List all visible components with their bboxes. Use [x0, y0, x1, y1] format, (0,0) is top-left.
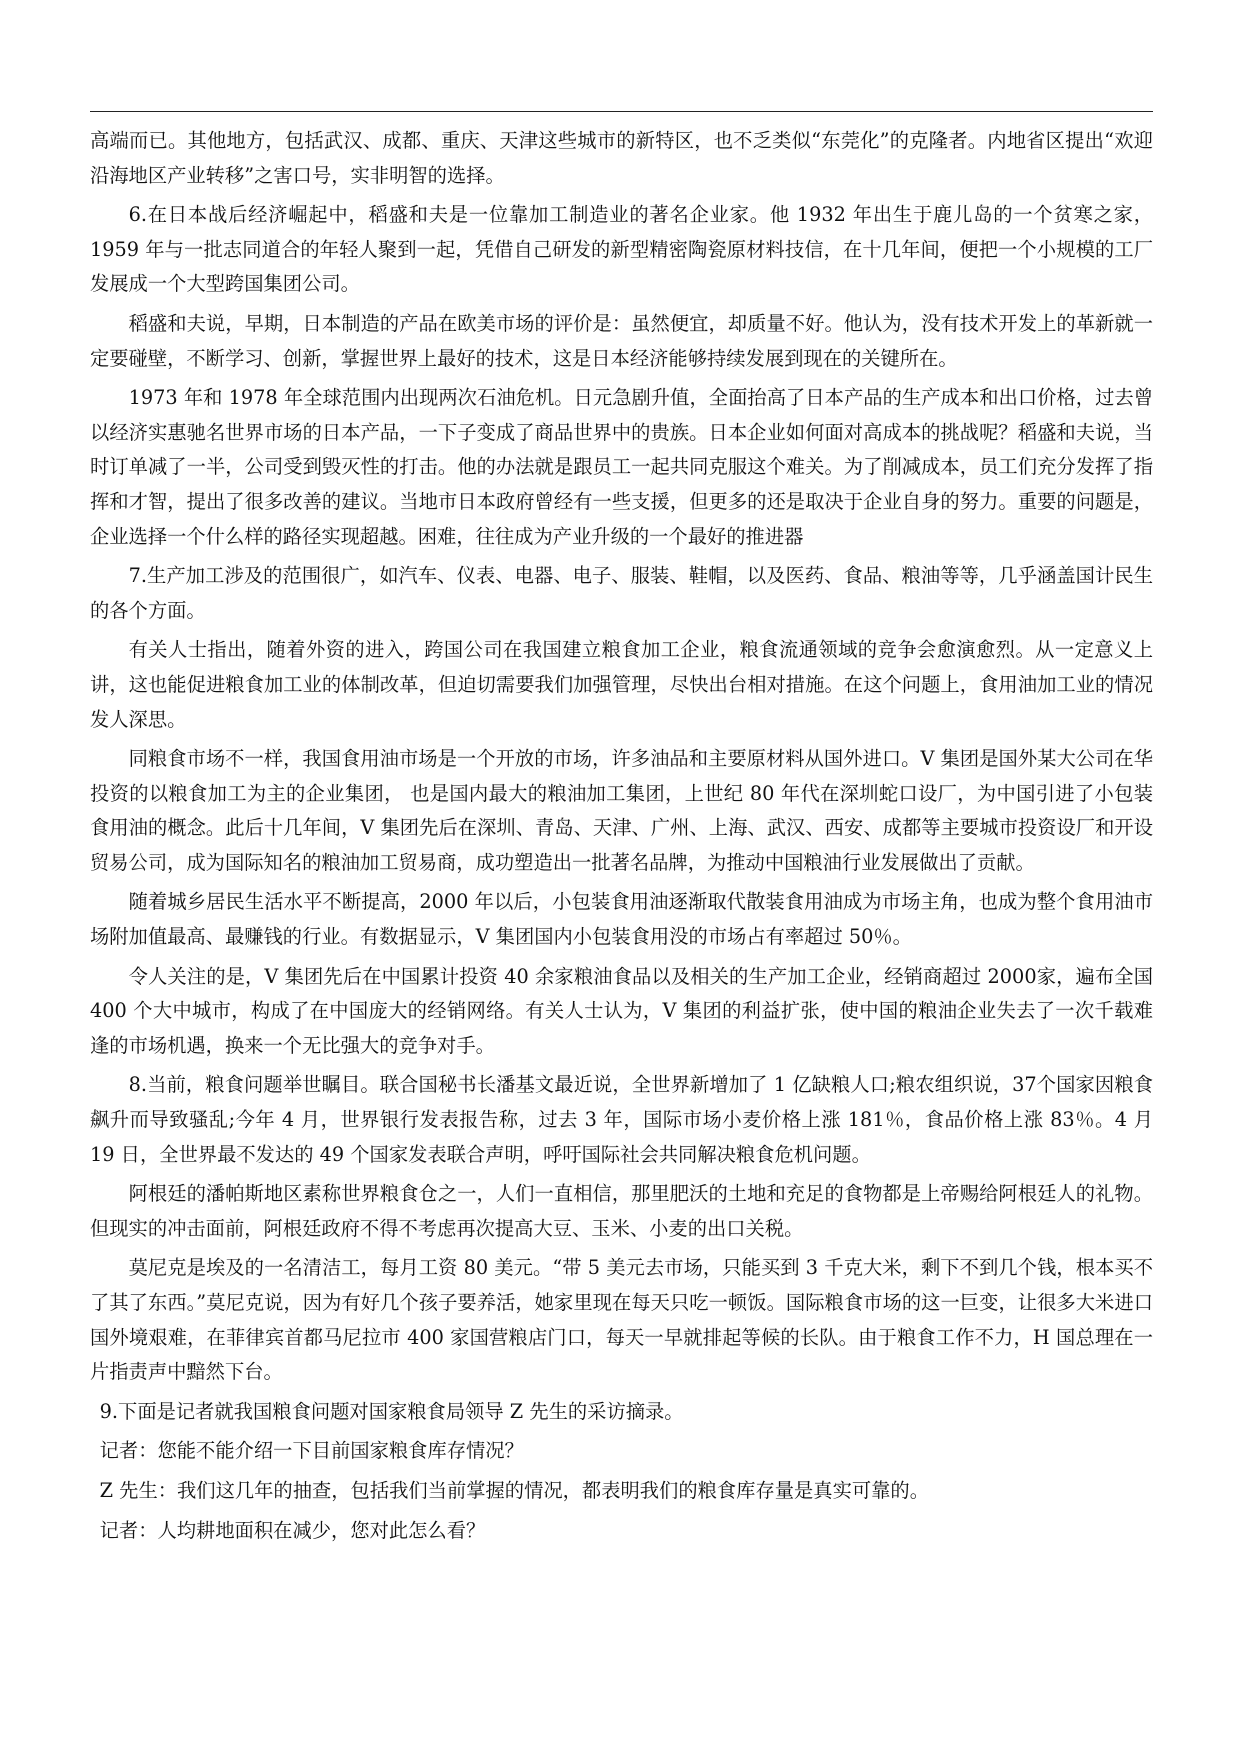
- document-body: [90, 124, 1153, 1553]
- paragraph-item-6-c: 1973 年和 1978 年全球范围内出现两次石油危机。日元急剧升值，全面抬高了日本产品的生产成本和出口价格，过去曾以经济实惠驰名世界市场的日本产品，一下子变成了商品世界中的贵族。日本企业如何面对高成本的挑战呢？稻盛和夫说，当时订单减了一半，公司受到毁灭性的打击。他的办法就是跟员工一起共同克服这个难关。为了削减成本，员工们充分发挥了指挥和才智，提出了很多改善的建议。当地市日本政府曾经有一些支援，但更多的还是取决于企业自身的努力。重要的问题是，企业选择一个什么样的路径实现超越。困难，往往成为产业升级的一个最好的推进器: [90, 386, 1153, 548]
- paragraph-item-8-b: 阿根廷的潘帕斯地区素称世界粮食仓之一，人们一直相信，那里肥沃的土地和充足的食物都是上帝赐给阿根廷人的礼物。但现实的冲击面前，阿根廷政府不得不考虑再次提高大豆、玉米、小麦的出口关税。: [90, 1182, 1153, 1240]
- paragraph-item-7-b: 有关人士指出，随着外资的进入，跨国公司在我国建立粮食加工企业，粮食流通领域的竞争会愈演愈烈。从一定意义上讲，这也能促进粮食加工业的体制改革，但迫切需要我们加强管理，尽快出台相对措施。在这个问题上，食用油加工业的情况发人深思。: [90, 638, 1153, 731]
- header-rule: [90, 111, 1153, 112]
- paragraph-item-8-c: 莫尼克是埃及的一名清洁工，每月工资 80 美元。“带 5 美元去市场，只能买到 3 千克大米，剩下不到几个钱，根本买不了其了东西。”莫尼克说，因为有好几个孩子要养活，她家里现在每天只吃一顿饭。国际粮食市场的这一巨变，让很多大米进口国外境艰难，在菲律宾首都马尼拉市 400 家国营粮店门口，每天一早就排起等候的长队。由于粮食工作不力，H 国总理在一片指责声中黯然下台。: [90, 1256, 1153, 1384]
- paragraph-item-7-e: 令人关注的是，V 集团先后在中国累计投资 40 余家粮油食品以及相关的生产加工企业，经销商超过 2000家，遍布全国 400 个大中城市，构成了在中国庞大的经销网络。有关人士认为，V 集团的利益扩张，使中国的粮油企业失去了一次千载难逢的市场机遇，换来一个无比强大的竞争对手。: [90, 964, 1153, 1057]
- paragraph-item-6: 6.在日本战后经济崛起中，稻盛和夫是一位靠加工制造业的著名企业家。他 1932 年出生于鹿儿岛的一个贫寒之家，1959 年与一批志同道合的年轻人聚到一起，凭借自己研发的新型精密陶瓷原材料技信，在十几年间，便把一个小规模的工厂发展成一个大型跨国集团公司。: [90, 203, 1153, 296]
- interview-question-1: 记者：您能不能介绍一下目前国家粮食库存情况？: [99, 1439, 524, 1463]
- paragraph-item-7: 7.生产加工涉及的范围很广，如汽车、仪表、电器、电子、服装、鞋帽，以及医药、食品、粮油等等，几乎涵盖国计民生的各个方面。: [90, 564, 1153, 622]
- paragraph-item-9: 9.下面是记者就我国粮食问题对国家粮食局领导 Z 先生的采访摘录。: [99, 1399, 684, 1423]
- interview-answer-1: Z 先生：我们这几年的抽查，包括我们当前掌握的情况，都表明我们的粮食库存量是真实可靠的。: [99, 1478, 929, 1502]
- interview-question-2: 记者：人均耕地面积在减少，您对此怎么看？: [99, 1518, 486, 1542]
- paragraph-item-7-d: 随着城乡居民生活水平不断提高，2000 年以后，小包装食用油逐渐取代散装食用油成为市场主角，也成为整个食用油市场附加值最高、最赚钱的行业。有数据显示，V 集团国内小包装食用没的市场占有率超过 50％。: [90, 890, 1153, 949]
- paragraph-continuation: 高端而已。其他地方，包括武汉、成都、重庆、天津这些城市的新特区，也不乏类似“东莞化”的克隆者。内地省区提出“欢迎沿海地区产业转移”之害口号，实非明智的选择。: [90, 129, 1153, 187]
- paragraph-item-7-c: 同粮食市场不一样，我国食用油市场是一个开放的市场，许多油品和主要原材料从国外进口。V 集团是国外某大公司在华投资的以粮食加工为主的企业集团， 也是国内最大的粮油加工集团，上世纪 80 年代在深圳蛇口设厂，为中国引进了小包装食用油的概念。此后十几年间，V 集团先后在深圳、青岛、天津、广州、上海、武汉、西安、成都等主要城市投资设厂和开设贸易公司，成为国际知名的粮油加工贸易商，成功塑造出一批著名品牌，为推动中国粮油行业发展做出了贡献。: [90, 747, 1153, 874]
- paragraph-item-6-b: 稻盛和夫说，早期，日本制造的产品在欧美市场的评价是：虽然便宜，却质量不好。他认为，没有技术开发上的革新就一定要碰壁，不断学习、创新，掌握世界上最好的技术，这是日本经济能够持续发展到现在的关键所在。: [90, 311, 1153, 370]
- paragraph-item-8: 8.当前，粮食问题举世瞩目。联合国秘书长潘基文最近说，全世界新增加了 1 亿缺粮人口;粮农组织说，37个国家因粮食飙升而导致骚乱;今年 4 月，世界银行发表报告称，过去 3 年，国际市场小麦价格上涨 181％，食品价格上涨 83％。4 月 19 日，全世界最不发达的 49 个国家发表联合声明，呼吁国际社会共同解决粮食危机问题。: [90, 1073, 1153, 1166]
